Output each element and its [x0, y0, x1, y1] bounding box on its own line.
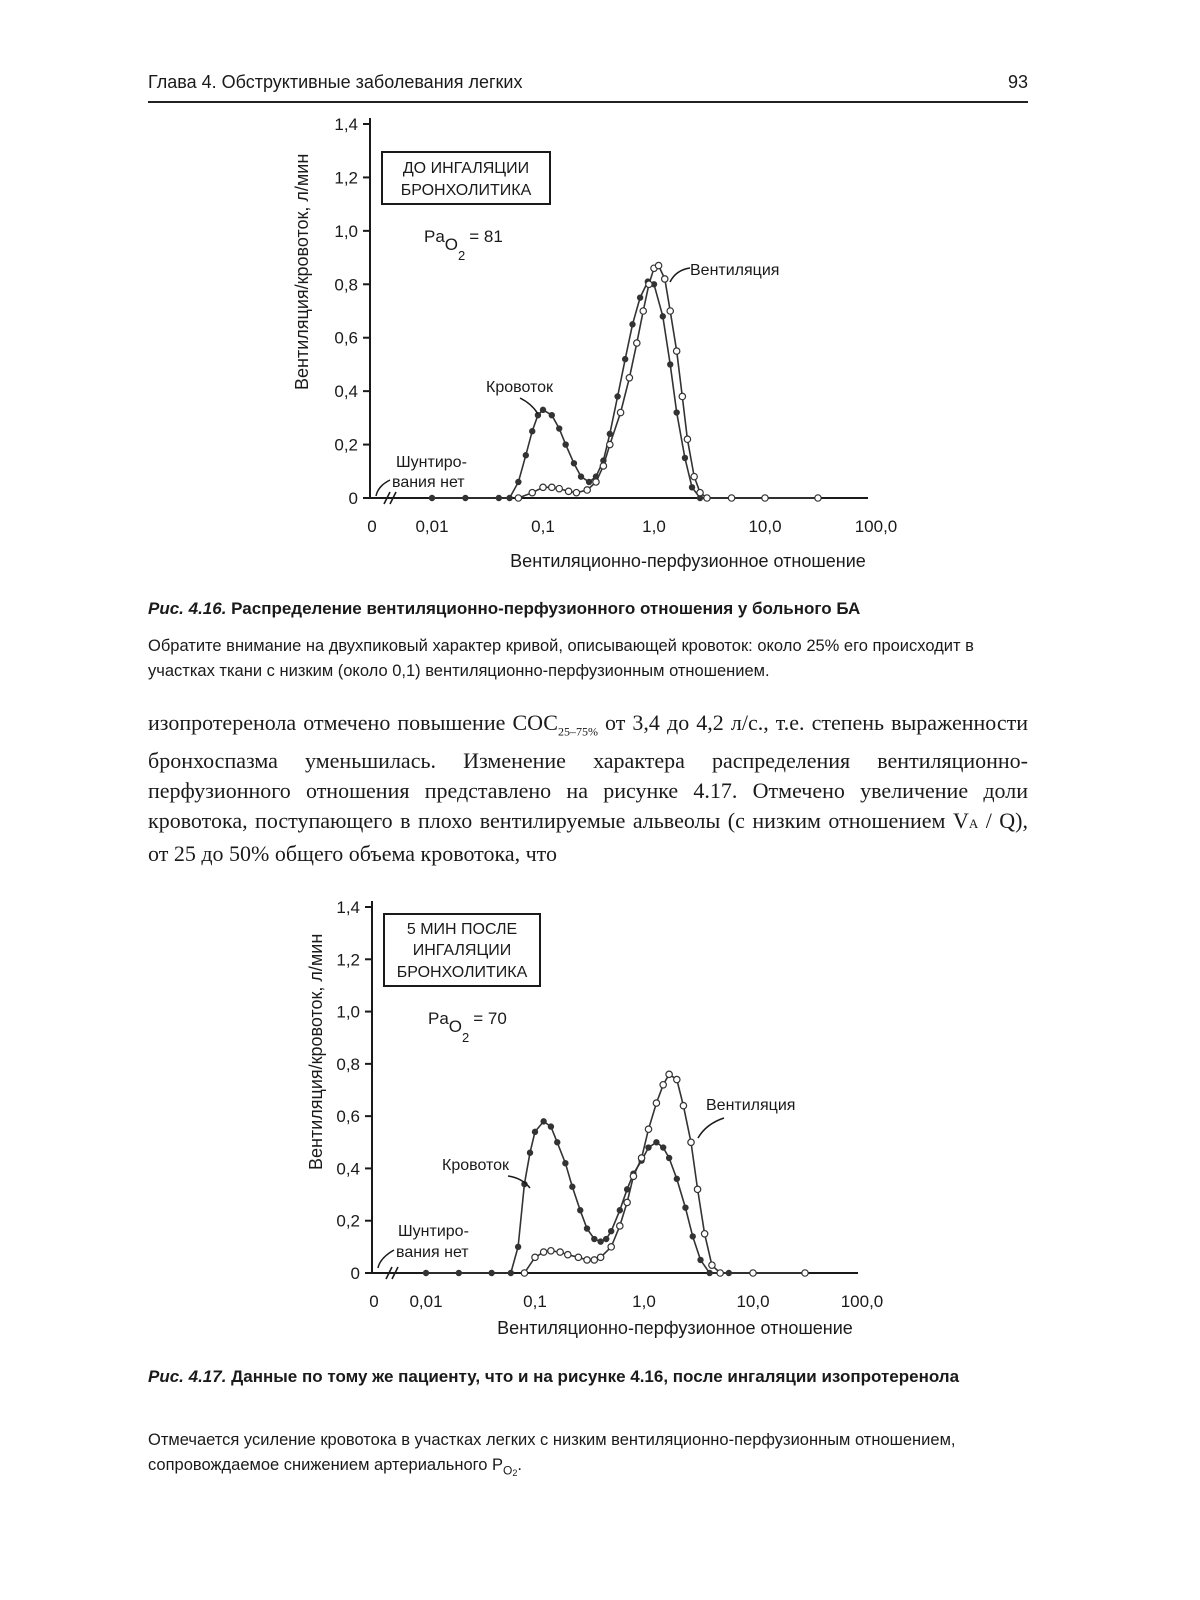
annotation-ventilation: Вентиляция [690, 262, 780, 279]
x-axis-label: Вентиляционно-перфузионное отношение [497, 1318, 853, 1338]
annotation-bloodflow: Кровоток [442, 1157, 510, 1174]
data-point-bloodflow [541, 1119, 546, 1124]
data-point-bloodflow [625, 1187, 630, 1192]
y-axis [336, 898, 372, 1283]
x-tick-label: 0 [369, 1292, 379, 1311]
data-point-bloodflow [489, 1270, 494, 1275]
x-tick-label: 0,1 [531, 517, 555, 536]
annotation-shunt-line-2: вания нет [396, 1244, 469, 1261]
x-tick-label: 10,0 [736, 1292, 770, 1311]
data-point-bloodflow [604, 1236, 609, 1241]
figure-4-17-label: Рис. 4.17. [148, 1367, 227, 1386]
data-point-bloodflow [527, 1150, 532, 1155]
x-tick-label: 100,0 [854, 517, 898, 536]
y-tick-label: 0,8 [336, 1054, 360, 1074]
y-axis-label: Вентиляция/кровоток, л/мин [306, 933, 326, 1170]
figure-4-17-title: Данные по тому же пациенту, что и на рисунке 4.16, после ингаляции изопротеренола [231, 1367, 960, 1386]
y-tick-label: 1,2 [336, 950, 360, 970]
data-point-ventilation [521, 1270, 527, 1276]
y-tick-label: 0,4 [336, 1159, 360, 1179]
data-point-bloodflow [617, 1208, 622, 1213]
data-point-ventilation [630, 1173, 636, 1179]
data-point-ventilation [645, 1126, 651, 1132]
data-point-ventilation [694, 1186, 700, 1192]
y-tick-label: 1,0 [336, 1002, 360, 1022]
annotation-bloodflow: Кровоток [486, 379, 554, 396]
y-tick-label: 0,6 [334, 328, 358, 348]
data-point-ventilation [709, 1262, 715, 1268]
annotation-shunt-line-1: Шунтиро- [398, 1223, 469, 1240]
condition-box-line-3: БРОНХОЛИТИКА [396, 964, 528, 981]
figure-4-16-label: Рис. 4.16. [148, 599, 227, 618]
data-point-bloodflow [698, 1257, 703, 1262]
data-point-bloodflow [690, 1234, 695, 1239]
annotation-ventilation: Вентиляция [706, 1097, 796, 1114]
x-tick-label: 0 [367, 517, 377, 536]
condition-box-line-2: ИНГАЛЯЦИИ [412, 942, 512, 959]
data-point-bloodflow [683, 1205, 688, 1210]
data-point-ventilation [557, 1249, 563, 1255]
data-point-ventilation [591, 1257, 597, 1263]
x-axis-label: Вентиляционно-перфузионное отношение [510, 551, 866, 571]
page-number: 93 [1007, 72, 1028, 92]
data-point-ventilation [750, 1270, 756, 1276]
y-axis-label: Вентиляция/кровоток, л/мин [292, 153, 312, 390]
data-point-bloodflow [592, 1236, 597, 1241]
annotation-ventilation-pointer [698, 1118, 724, 1138]
data-point-ventilation [701, 1231, 707, 1237]
y-tick-label: 0 [348, 489, 358, 508]
y-tick-label: 0,2 [334, 435, 358, 455]
data-point-ventilation [680, 1102, 686, 1108]
data-point-bloodflow [598, 1239, 603, 1244]
x-tick-label: 1,0 [632, 1292, 656, 1311]
data-point-ventilation [666, 1071, 672, 1077]
data-point-ventilation [548, 1248, 554, 1254]
data-point-ventilation [575, 1254, 581, 1260]
body-paragraph: изопротеренола отмечено повышение $СОС_{25-75\%}$ от 3,4 до 4,2 л/с., т.е. степень выраженности бронхоспазма уменьшилась. Изменение характера распределения вентиляционно-перфузионного отношения представлено на рисунке 4.17. Отмечено увеличение доли кровотока, поступающего в плохо вентилируемые альвеолы (с низким отношением VA / Q), от 25 до 50% общего объема кровотока, что [148, 710, 1028, 867]
x-tick-label: 100,0 [840, 1292, 884, 1311]
data-point-bloodflow [661, 1145, 666, 1150]
y-tick-label: 0 [350, 1264, 360, 1283]
y-tick-label: 1,2 [334, 168, 358, 188]
data-point-bloodflow [584, 1226, 589, 1231]
y-tick-label: 0,4 [334, 382, 358, 402]
data-point-ventilation [653, 1100, 659, 1106]
condition-box-line-1: 5 МИН ПОСЛЕ [406, 921, 518, 938]
data-point-bloodflow [532, 1129, 537, 1134]
figure-4-16-title: Распределение вентиляционно-перфузионного отношения у больного БА [231, 599, 861, 618]
condition-box-line-2: БРОНХОЛИТИКА [400, 182, 532, 199]
y-tick-label: 1,4 [334, 115, 358, 134]
data-point-bloodflow [570, 1184, 575, 1189]
data-point-bloodflow [667, 1155, 672, 1160]
x-tick-label: 1,0 [642, 517, 666, 536]
y-tick-label: 0,2 [336, 1211, 360, 1231]
x-tick-label: 0,01 [415, 517, 449, 536]
data-point-bloodflow [456, 1270, 461, 1275]
data-point-bloodflow [423, 1270, 428, 1275]
data-point-ventilation [660, 1082, 666, 1088]
data-point-ventilation [674, 1076, 680, 1082]
data-point-ventilation [608, 1244, 614, 1250]
data-point-bloodflow [555, 1140, 560, 1145]
figure-4-17-caption-title [148, 1364, 1028, 1390]
figure-4-16-note: Обратите внимание на двухпиковый характер кривой, описывающей кровоток: около 25% его происходит в участках ткани с низким (около 0,1) вентиляционно-перфузионным отношением. [148, 637, 974, 680]
x-tick-label: 10,0 [748, 517, 782, 536]
y-tick-label: 1,4 [336, 898, 360, 917]
figure-4-17-note: Отмечается усиление кровотока в участках легких с низким вентиляционно-перфузионным отношением, сопровождаемое снижением артериального $P_{O2}$. [148, 1431, 956, 1478]
y-tick-label: 0,6 [336, 1107, 360, 1127]
data-point-bloodflow [654, 1140, 659, 1145]
x-tick-label: 0,1 [523, 1292, 547, 1311]
data-point-ventilation [617, 1223, 623, 1229]
data-point-bloodflow [508, 1270, 513, 1275]
data-point-ventilation [584, 1257, 590, 1263]
data-point-bloodflow [646, 1145, 651, 1150]
annotation-shunt-line-1: Шунтиро- [396, 454, 467, 471]
series-line-bloodflow [426, 1121, 805, 1273]
pao2-label: PaO$_2$= 81 [424, 227, 503, 263]
data-point-bloodflow [548, 1124, 553, 1129]
annotation-shunt-line-2: вания нет [392, 474, 465, 491]
y-tick-label: 1,0 [334, 221, 358, 241]
data-point-ventilation [540, 1249, 546, 1255]
data-point-bloodflow [707, 1270, 712, 1275]
data-point-ventilation [802, 1270, 808, 1276]
data-point-ventilation [624, 1199, 630, 1205]
chapter-title: Глава 4. Обструктивные заболевания легких [148, 72, 523, 92]
data-point-ventilation [717, 1270, 723, 1276]
pao2-label: PaO$_2$= 70 [428, 1009, 507, 1045]
data-point-ventilation [597, 1254, 603, 1260]
x-tick-label: 0,01 [409, 1292, 443, 1311]
data-point-bloodflow [674, 1176, 679, 1181]
data-point-bloodflow [563, 1161, 568, 1166]
data-point-bloodflow [609, 1229, 614, 1234]
data-point-ventilation [638, 1155, 644, 1161]
condition-box-line-1: ДО ИНГАЛЯЦИИ [402, 160, 530, 177]
annotation-shunt-pointer [378, 1250, 394, 1268]
y-tick-label: 0,8 [334, 275, 358, 295]
data-point-bloodflow [578, 1208, 583, 1213]
data-point-ventilation [532, 1254, 538, 1260]
data-point-bloodflow [516, 1244, 521, 1249]
data-point-ventilation [688, 1139, 694, 1145]
data-point-ventilation [565, 1252, 571, 1258]
